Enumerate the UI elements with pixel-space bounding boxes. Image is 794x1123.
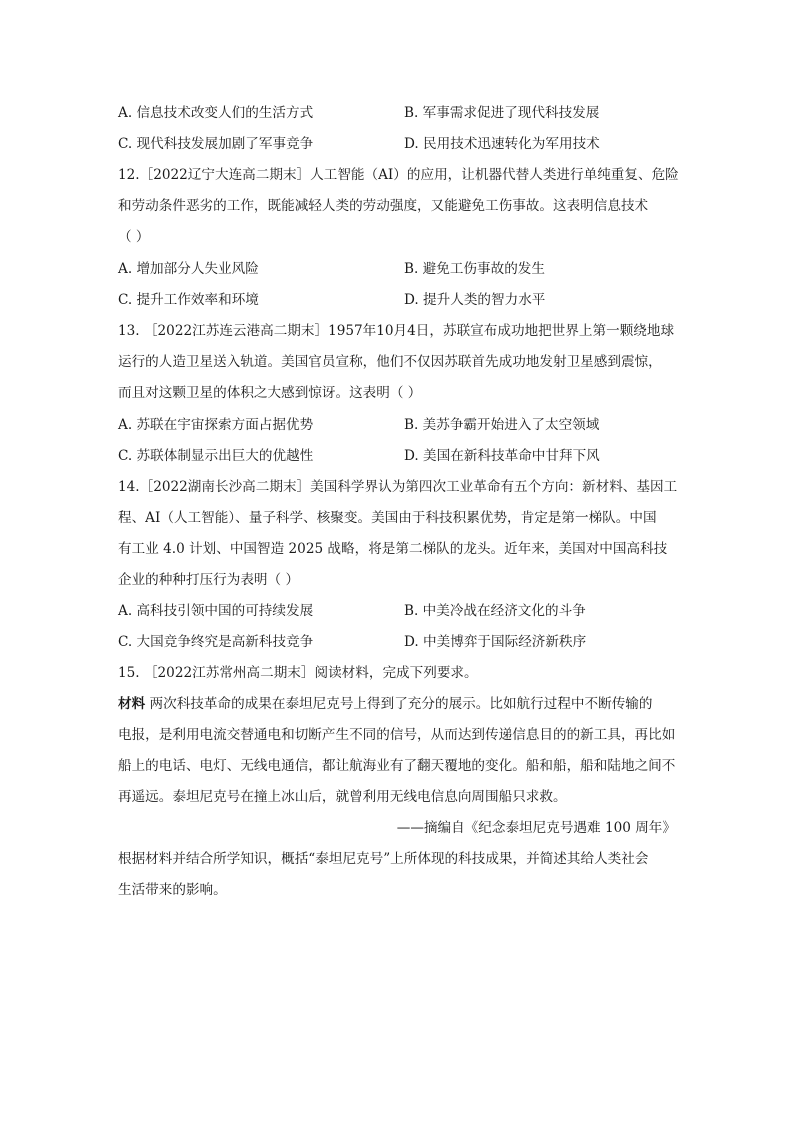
q15-question-line-2: 生活带来的影响。 — [118, 882, 227, 898]
q12-option-c: C. 提升工作效率和环境 — [118, 292, 259, 308]
q13-stem-line-3: 而且对这颗卫星的体积之大感到惊讶。这表明（ ） — [118, 385, 422, 401]
q15-material-label: 材料 — [118, 696, 146, 712]
q11-option-c: C. 现代科技发展加剧了军事竞争 — [118, 136, 314, 152]
q14-stem-line-4: 企业的种种打压行为表明（ ） — [118, 572, 300, 588]
q13-option-a: A. 苏联在宇宙探索方面占据优势 — [118, 417, 314, 433]
q14-stem-line-2: 程、AI（人工智能）、量子科学、核聚变。美国由于科技积累优势，肯定是第一梯队。中国 — [118, 510, 657, 526]
q15-material-text-1: 两次科技革命的成果在泰坦尼克号上得到了充分的展示。比如航行过程中不断传输的 — [149, 696, 653, 712]
q15-material-line-3: 船上的电话、电灯、无线电通信，都让航海业有了翻天覆地的变化。船和船，船和陆地之间不 — [118, 758, 676, 774]
q15-question-line-1: 根据材料并结合所学知识，概括“泰坦尼克号”上所体现的科技成果，并简述其给人类社会 — [118, 851, 649, 867]
q12-option-a: A. 增加部分人失业风险 — [118, 261, 259, 277]
q12-option-b: B. 避免工伤事故的发生 — [404, 261, 545, 277]
q12-stem-line-2: 和劳动条件恶劣的工作，既能减轻人类的劳动强度，又能避免工伤事故。这表明信息技术 — [118, 198, 649, 214]
q12-stem-line-1: 12.［2022辽宁大连高二期末］人工智能（AI）的应用，让机器代替人类进行单纯重复、危险 — [118, 167, 679, 183]
q15-material-line-1 — [118, 694, 652, 714]
q14-stem-line-1: 14.［2022湖南长沙高二期末］美国科学界认为第四次工业革命有五个方向：新材料、基因工 — [118, 479, 678, 495]
q13-stem-line-1: 13. ［2022江苏连云港高二期末］1957年10月4日，苏联宣布成功地把世界上第一颗绕地球 — [118, 323, 675, 339]
q11-option-b: B. 军事需求促进了现代科技发展 — [404, 105, 600, 121]
q11-option-a: A. 信息技术改变人们的生活方式 — [118, 105, 314, 121]
q15-material-line-4: 再遥远。泰坦尼克号在撞上冰山后，就曾利用无线电信息向周围船只求救。 — [118, 789, 567, 805]
q14-option-b: B. 中美冷战在经济文化的斗争 — [404, 603, 586, 619]
q15-material-line-2: 电报，是利用电流交替通电和切断产生不同的信号，从而达到传递信息目的的新工具，再比如 — [118, 727, 676, 743]
q15-source: ——摘编自《纪念泰坦尼克号遇难 100 周年》 — [396, 820, 676, 836]
q13-option-b: B. 美苏争霸开始进入了太空领域 — [404, 417, 600, 433]
q14-option-d: D. 中美博弈于国际经济新秩序 — [404, 634, 587, 650]
q13-option-c: C. 苏联体制显示出巨大的优越性 — [118, 448, 314, 464]
q15-stem: 15. ［2022江苏常州高二期末］阅读材料，完成下列要求。 — [118, 665, 478, 681]
q12-option-d: D. 提升人类的智力水平 — [404, 292, 546, 308]
q14-stem-line-3: 有工业 4.0 计划、中国智造 2025 战略，将是第二梯队的龙头。近年来，美国对中国高科技 — [118, 541, 668, 557]
q13-option-d: D. 美国在新科技革命中甘拜下风 — [404, 448, 600, 464]
q11-option-d: D. 民用技术迅速转化为军用技术 — [404, 136, 600, 152]
q14-option-a: A. 高科技引领中国的可持续发展 — [118, 603, 314, 619]
q12-stem-line-3: （ ） — [118, 229, 150, 245]
q14-option-c: C. 大国竞争终究是高新科技竞争 — [118, 634, 314, 650]
q13-stem-line-2: 运行的人造卫星送入轨道。美国官员宣称，他们不仅因苏联首先成功地发射卫星感到震惊， — [118, 354, 662, 370]
